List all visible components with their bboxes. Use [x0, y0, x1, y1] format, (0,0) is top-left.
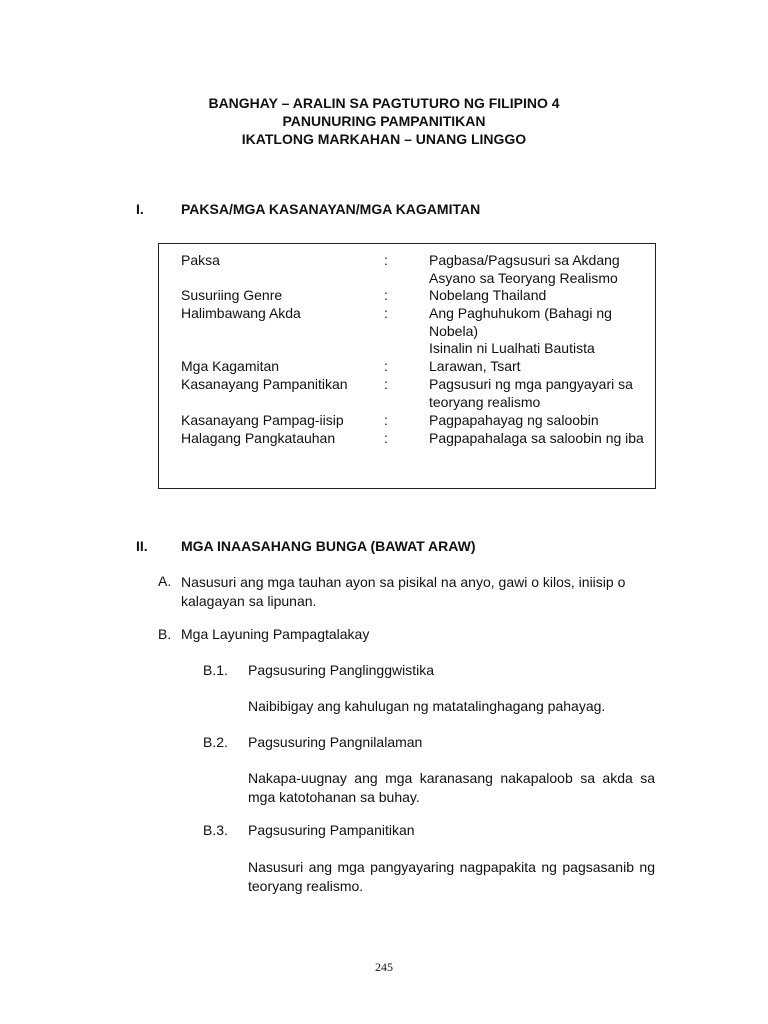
- item-b-text: Mga Layuning Pampagtalakay: [181, 626, 370, 642]
- section-2-number: II.: [136, 538, 148, 554]
- subitem-b2-marker: B.2.: [203, 734, 228, 750]
- page-number: 245: [375, 960, 393, 974]
- section-1-number: I.: [136, 201, 144, 217]
- table-row-colon: :: [384, 430, 388, 446]
- document-header: [0, 94, 768, 148]
- table-row-value: Pagbasa/Pagsusuri sa Akdang Asyano sa Teoryang Realismo: [429, 252, 620, 286]
- table-row-colon: :: [384, 287, 388, 303]
- table-row-label: Halagang Pangkatauhan: [181, 430, 336, 446]
- subitem-b1-text: Naibibigay ang kahulugan ng matatalinghagang pahayag.: [248, 698, 606, 714]
- subitem-b3-marker: B.3.: [203, 822, 228, 838]
- table-row-label: Mga Kagamitan: [181, 358, 280, 374]
- topic-table: [158, 243, 656, 489]
- item-a-marker: A.: [158, 573, 172, 589]
- table-row-colon: :: [384, 305, 388, 321]
- table-row-value: Pagsusuri ng mga pangyayari sa teoryang realismo: [429, 376, 633, 410]
- subitem-b2-title: Pagsusuring Pangnilalaman: [248, 734, 423, 750]
- header-line-3: IKATLONG MARKAHAN – UNANG LINGGO: [241, 131, 527, 147]
- table-row-colon: :: [384, 252, 388, 268]
- table-row-colon: :: [384, 412, 388, 428]
- table-row-value: Pagpapahalaga sa saloobin ng iba: [429, 430, 644, 446]
- table-row-value: Larawan, Tsart: [429, 358, 521, 374]
- subitem-b2-text: Nakapa-uugnay ang mga karanasang nakapaloob sa akda sa mga katotohanan sa buhay.: [248, 770, 655, 805]
- table-row-label: Paksa: [181, 252, 220, 268]
- section-1-title: PAKSA/MGA KASANAYAN/MGA KAGAMITAN: [181, 201, 481, 217]
- subitem-b3-title: Pagsusuring Pampanitikan: [248, 822, 415, 838]
- subitem-b3-text: Nasusuri ang mga pangyayaring nagpapakita ng pagsasanib ng teoryang realismo.: [248, 859, 655, 894]
- header-line-1: BANGHAY – ARALIN SA PAGTUTURO NG FILIPINO 4: [208, 95, 560, 111]
- table-row-label: Kasanayang Pampanitikan: [181, 376, 348, 392]
- table-row-colon: :: [384, 376, 388, 392]
- table-row-label: Susuriing Genre: [181, 287, 283, 303]
- subitem-b1-title: Pagsusuring Panglinggwistika: [248, 662, 434, 678]
- table-row-label: Kasanayang Pampag-iisip: [181, 412, 344, 428]
- table-row-label: Halimbawang Akda: [181, 305, 301, 321]
- table-row-value: Isinalin ni Lualhati Bautista: [429, 340, 595, 356]
- table-row-value: Pagpapahayag ng saloobin: [429, 412, 599, 428]
- subitem-b1-marker: B.1.: [203, 662, 228, 678]
- table-row-value: Nobelang Thailand: [429, 287, 547, 303]
- item-a-text: Nasusuri ang mga tauhan ayon sa pisikal na anyo, gawi o kilos, iniisip o kalagayan sa lipunan.: [181, 574, 626, 609]
- table-row-colon: :: [384, 358, 388, 374]
- table-row-value: Ang Paghuhukom (Bahagi ng Nobela): [429, 305, 612, 339]
- section-2-title: MGA INAASAHANG BUNGA (BAWAT ARAW): [181, 538, 476, 554]
- header-line-2: PANUNURING PAMPANITIKAN: [282, 113, 486, 129]
- item-b-marker: B.: [158, 626, 172, 642]
